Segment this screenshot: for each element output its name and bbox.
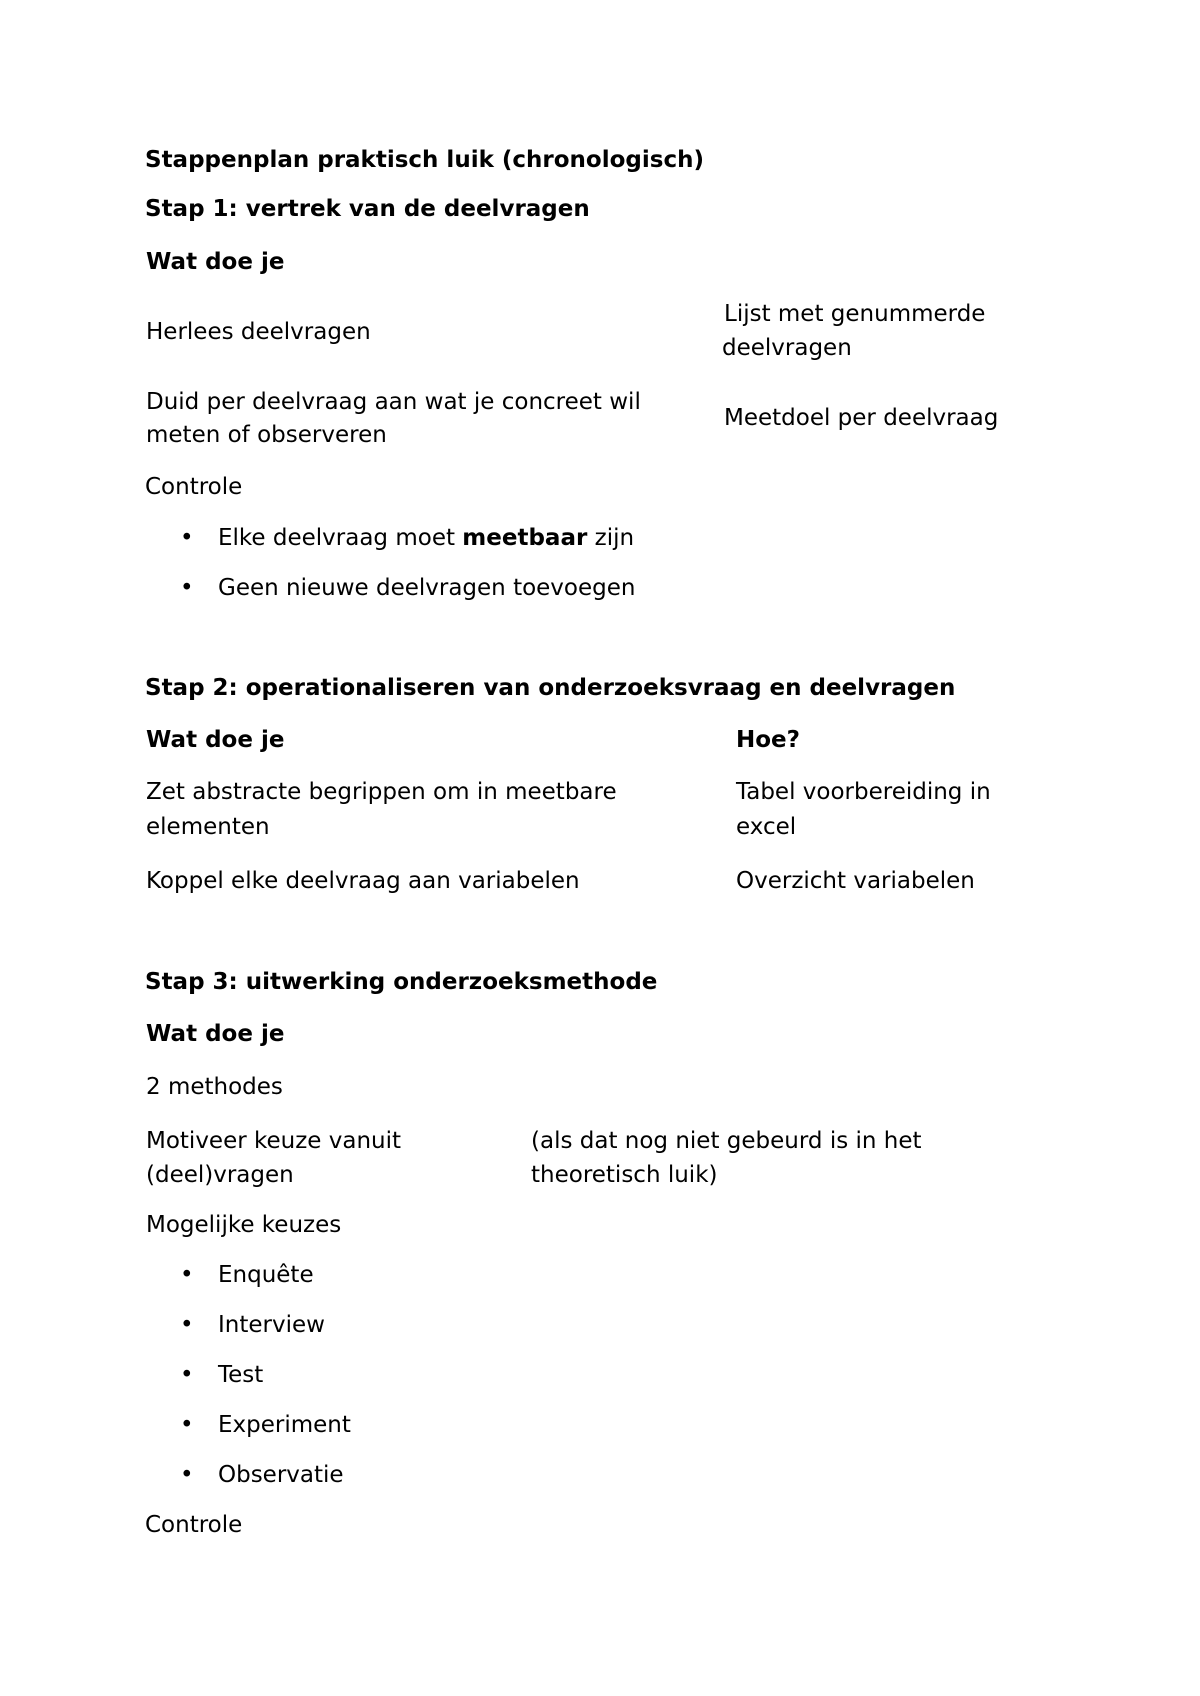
page-title: Stappenplan praktisch luik (chronologisch) <box>145 147 704 173</box>
step3-note-line1: (als dat nog niet gebeurd is in het <box>531 1128 922 1154</box>
list-item: Enquête <box>218 1262 314 1288</box>
step3-motivate-line1: Motiveer keuze vanuit <box>146 1128 402 1154</box>
bullet-icon: • <box>180 525 194 551</box>
step1-row1-result-line2: deelvragen <box>722 335 852 361</box>
bullet-icon: • <box>180 1462 194 1488</box>
step3-check-label: Controle <box>145 1512 243 1538</box>
step1-row2-action-line1: Duid per deelvraag aan wat je concreet wil <box>146 389 641 415</box>
bullet-icon: • <box>180 1312 194 1338</box>
step3-note-line2: theoretisch luik) <box>531 1162 718 1188</box>
bullet-icon: • <box>180 575 194 601</box>
list-item: Interview <box>218 1312 325 1338</box>
step3-choices-label: Mogelijke keuzes <box>146 1212 342 1238</box>
step2-row1-action-line2: elementen <box>146 814 270 840</box>
list-item: Test <box>218 1362 264 1388</box>
step1-row2-action-line2: meten of observeren <box>146 422 387 448</box>
bullet-icon: • <box>180 1262 194 1288</box>
step2-row1-how-line1: Tabel voorbereiding in <box>736 779 991 805</box>
step1-heading: Stap 1: vertrek van de deelvragen <box>145 196 590 222</box>
step1-check-1: Elke deelvraag moet meetbaar zijn <box>218 525 635 551</box>
step3-col-header: Wat doe je <box>146 1021 285 1047</box>
list-item: Experiment <box>218 1412 351 1438</box>
step1-check-label: Controle <box>145 474 243 500</box>
step1-row2-result: Meetdoel per deelvraag <box>724 405 999 431</box>
step1-row1-result-line1: Lijst met genummerde <box>724 301 986 327</box>
step2-row2-how: Overzicht variabelen <box>736 868 975 894</box>
step3-heading: Stap 3: uitwerking onderzoeksmethode <box>145 969 658 995</box>
step2-col-header-what: Wat doe je <box>146 727 285 753</box>
step2-row1-action-line1: Zet abstracte begrippen om in meetbare <box>146 779 617 805</box>
step1-check-2: Geen nieuwe deelvragen toevoegen <box>218 575 636 601</box>
list-item: Observatie <box>218 1462 344 1488</box>
step2-row1-how-line2: excel <box>736 814 797 840</box>
step2-row2-action: Koppel elke deelvraag aan variabelen <box>146 868 580 894</box>
step3-motivate-line2: (deel)vragen <box>146 1162 294 1188</box>
bullet-icon: • <box>180 1362 194 1388</box>
step2-col-header-how: Hoe? <box>736 727 800 753</box>
step1-row1-action: Herlees deelvragen <box>146 319 371 345</box>
bullet-icon: • <box>180 1412 194 1438</box>
step1-col-header: Wat doe je <box>146 249 285 275</box>
step2-heading: Stap 2: operationaliseren van onderzoeksvraag en deelvragen <box>145 675 956 701</box>
step3-methods-count: 2 methodes <box>146 1074 283 1100</box>
